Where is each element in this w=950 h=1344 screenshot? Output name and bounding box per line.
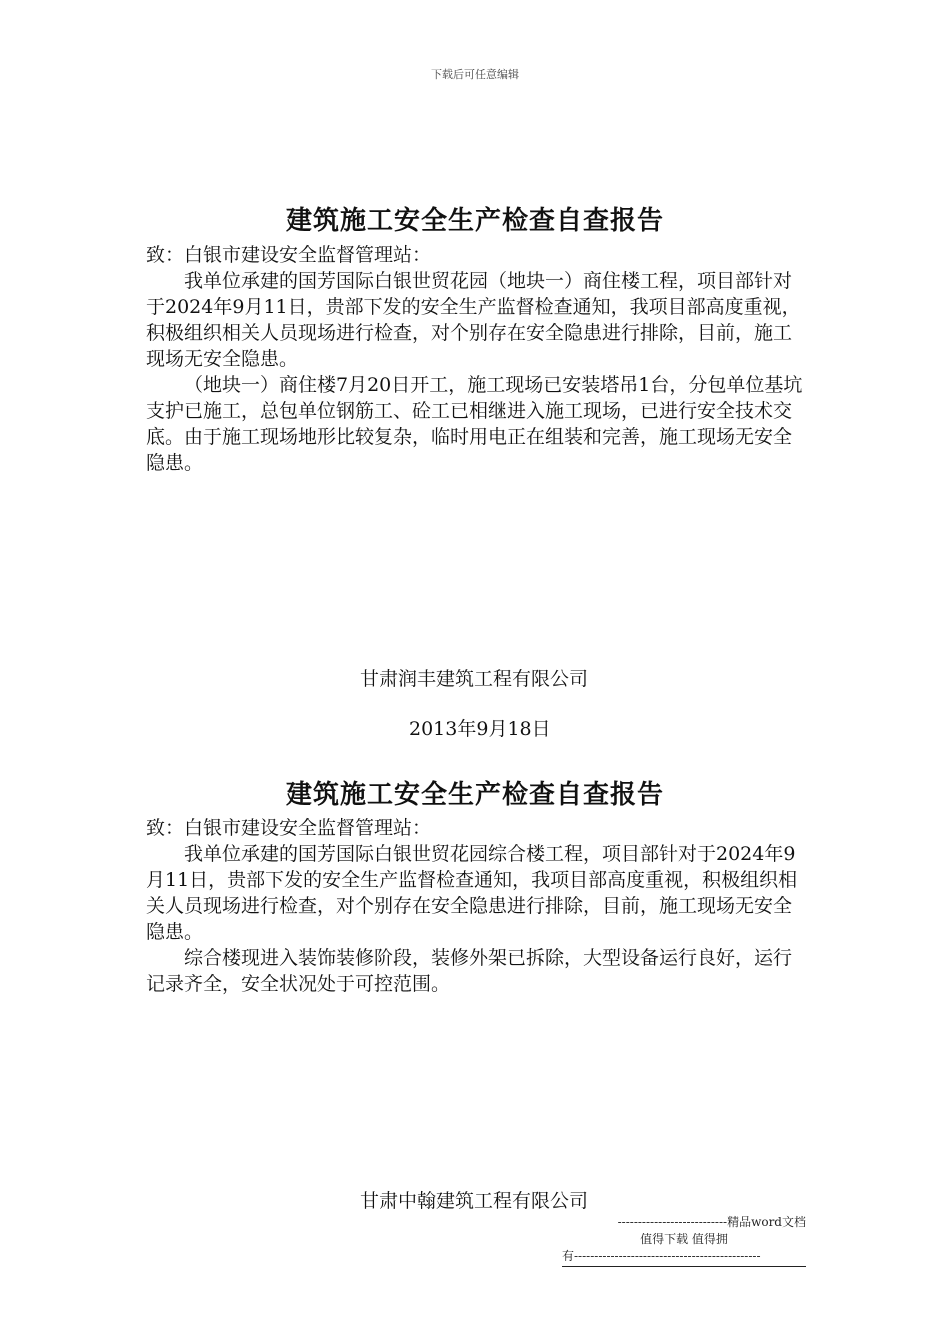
salutation: 致：白银市建设安全监督管理站： [146,244,432,266]
paragraph: （地块一）商住楼7月20日开工，施工现场已安装塔吊1台，分包单位基坑支护已施工，总包单位钢筋工、砼工已相继进入施工现场，已进行安全技术交底。由于施工现场地形比较复杂，临时用电正在组装和完善，施工现场无安全隐患。 [146,374,803,474]
paragraph: 我单位承建的国芳国际白银世贸花园（地块一）商住楼工程，项目部针对于2024年9月11日，贵部下发的安全生产监督检查通知，我项目部高度重视，积极组织相关人员现场进行检查，对个别存在安全隐患进行排除，目前，施工现场无安全隐患。 [146,270,801,370]
footer-note [562,1214,806,1267]
company-signature-1: 甘肃润丰建筑工程有限公司 [360,668,589,690]
report-body-1 [146,242,810,476]
report-body-2 [146,815,810,997]
header-note: 下载后可任意编辑 [431,68,519,81]
footer-line: 有---------------------------------------------- [562,1248,806,1267]
footer-line: 值得下载 值得拥 [640,1232,728,1246]
company-signature-2: 甘肃中翰建筑工程有限公司 [360,1190,589,1212]
salutation: 致：白银市建设安全监督管理站： [146,817,432,839]
report-title-2: 建筑施工安全生产检查自查报告 [285,780,664,810]
paragraph: 我单位承建的国芳国际白银世贸花园综合楼工程，项目部针对于2024年9月11日，贵部下发的安全生产监督检查通知，我项目部高度重视，积极组织相关人员现场进行检查，对个别存在安全隐患进行排除，目前，施工现场无安全隐患。 [146,843,798,943]
footer-line: ---------------------------精品word文档 [617,1215,806,1229]
report-date: 2013年9月18日 [409,718,551,740]
report-title-1: 建筑施工安全生产检查自查报告 [285,206,664,236]
paragraph: 综合楼现进入装饰装修阶段，装修外架已拆除，大型设备运行良好，运行记录齐全，安全状况处于可控范围。 [146,947,793,995]
